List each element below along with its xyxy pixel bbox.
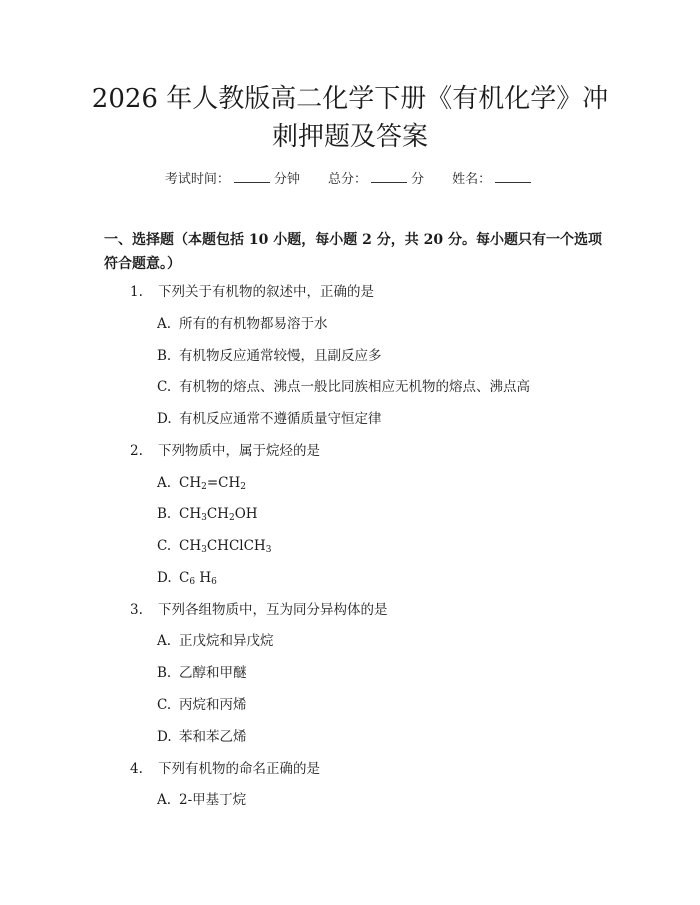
option-text: 乙醇和甲醚: [179, 665, 247, 681]
question-stem: 下列物质中，属于烷烃的是: [158, 443, 320, 459]
formula-subscript: 6: [211, 577, 217, 587]
option-3c: [157, 695, 247, 715]
question-3: [130, 600, 388, 620]
time-field: [165, 168, 300, 187]
question-4: [130, 759, 320, 779]
time-label: 考试时间：: [164, 172, 230, 187]
question-2: [130, 441, 320, 461]
question-number: 3.: [130, 602, 143, 618]
option-letter: C.: [157, 538, 172, 554]
time-unit: 分钟: [273, 172, 300, 187]
formula-text: C: [179, 570, 190, 586]
section-heading: 一、选择题（本题包括 10 小题，每小题 2 分，共 20 分。每小题只有一个选项符合题意。）: [104, 232, 602, 272]
formula-subscript: 2: [228, 513, 235, 523]
option-2c: [157, 536, 271, 560]
name-blank: [495, 170, 531, 183]
option-4a: [157, 790, 246, 810]
option-letter: D.: [157, 570, 172, 586]
name-label: 姓名：: [452, 172, 492, 187]
option-text: 苯和苯乙烯: [179, 729, 247, 745]
formula-text: OH: [234, 506, 258, 522]
formula-text: CH: [206, 506, 229, 522]
option-3b: [157, 663, 247, 683]
question-stem: 下列有机物的命名正确的是: [158, 761, 320, 777]
question-stem: 下列各组物质中，互为同分异构体的是: [158, 602, 388, 618]
option-letter: A.: [157, 792, 172, 808]
option-2a: [157, 473, 246, 497]
formula-text: H: [195, 570, 212, 586]
formula-subscript: 2: [201, 482, 207, 492]
option-2d: [157, 568, 217, 592]
formula-subscript: 3: [201, 545, 207, 555]
option-1a: [157, 314, 328, 334]
option-3a: [157, 631, 274, 651]
formula-text: CH: [179, 538, 202, 554]
formula-subscript: 6: [189, 577, 196, 587]
option-text: 正戊烷和异戊烷: [179, 633, 274, 649]
option-letter: A.: [157, 633, 172, 649]
score-field: [328, 168, 424, 187]
option-2b: [157, 504, 258, 528]
formula-text: CH: [179, 475, 202, 491]
question-stem: 下列关于有机物的叙述中，正确的是: [158, 284, 374, 300]
question-number: 2.: [130, 443, 143, 459]
score-blank: [371, 170, 407, 183]
formula-text: CH: [179, 506, 202, 522]
name-field: [452, 168, 535, 187]
option-letter: D.: [157, 411, 172, 427]
option-text: 2-甲基丁烷: [179, 792, 247, 808]
formula-subscript: 2: [240, 482, 246, 492]
option-letter: A.: [157, 316, 172, 332]
time-blank: [234, 170, 270, 183]
option-1b: [157, 346, 382, 366]
option-letter: C.: [157, 379, 172, 395]
option-text: 有机物反应通常较慢，且副反应多: [179, 348, 382, 364]
option-3d: [157, 727, 247, 747]
option-text: 所有的有机物都易溶于水: [179, 316, 328, 332]
option-text: 丙烷和丙烯: [179, 697, 247, 713]
formula-subscript: 3: [265, 545, 272, 555]
formula-subscript: 3: [201, 513, 207, 523]
exam-meta: [0, 168, 700, 187]
formula-text: CHClCH: [206, 538, 266, 554]
option-letter: A.: [157, 475, 172, 491]
option-letter: B.: [157, 665, 172, 681]
question-number: 4.: [130, 761, 143, 777]
option-letter: D.: [157, 729, 172, 745]
option-letter: C.: [157, 697, 172, 713]
option-1d: [157, 409, 382, 429]
question-1: [130, 282, 374, 302]
formula-text: =CH: [206, 475, 241, 491]
option-1c: [157, 377, 530, 397]
option-letter: B.: [157, 348, 172, 364]
option-text: 有机物的熔点、沸点一般比同族相应无机物的熔点、沸点高: [179, 379, 530, 395]
option-text: 有机反应通常不遵循质量守恒定律: [179, 411, 382, 427]
question-number: 1.: [130, 284, 143, 300]
page-title: 2026 年人教版高二化学下册《有机化学》冲刺押题及答案: [91, 84, 609, 152]
score-unit: 分: [411, 172, 425, 187]
option-letter: B.: [157, 506, 172, 522]
score-label: 总分：: [327, 172, 367, 187]
